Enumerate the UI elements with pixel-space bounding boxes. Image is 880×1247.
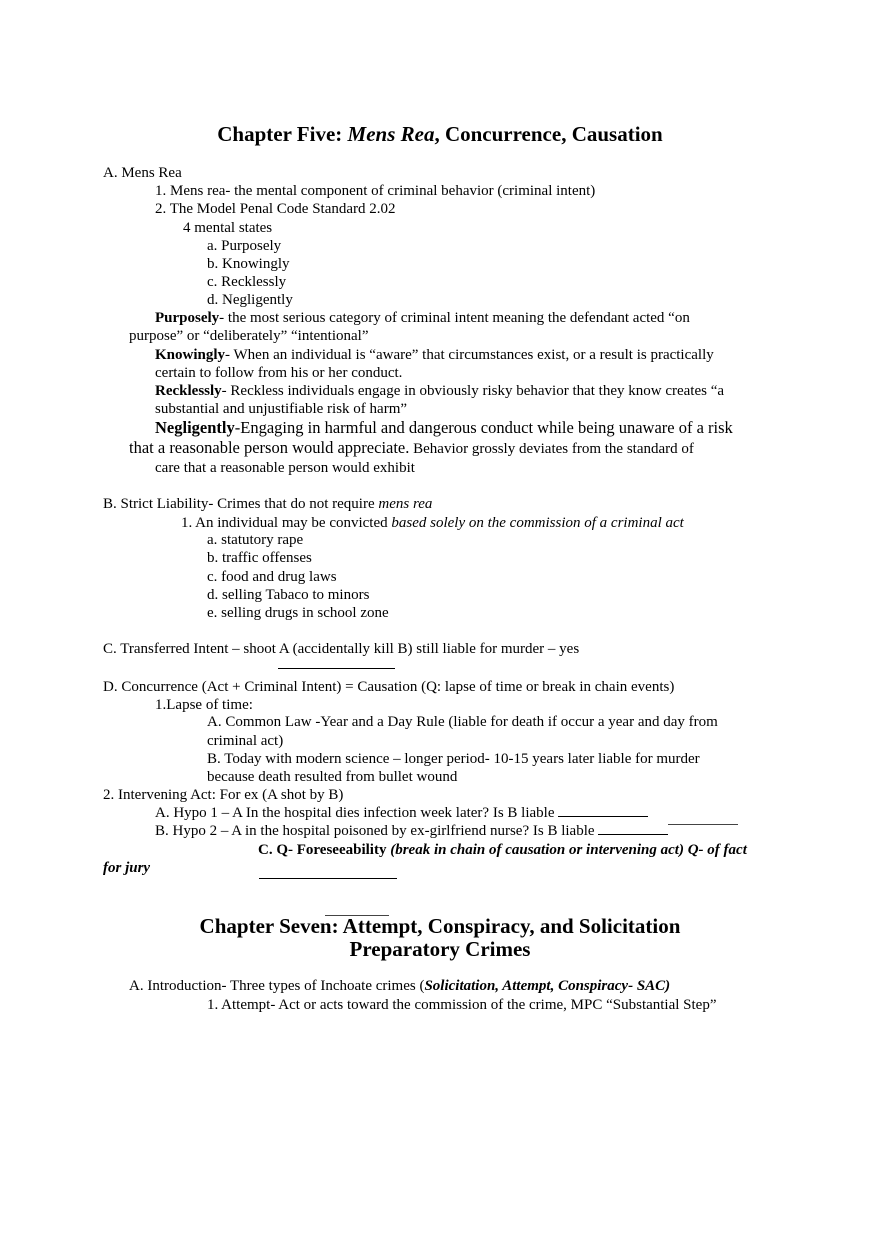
divider-line [278, 668, 395, 669]
purposely-definition-cont: purpose” or “deliberately” “intentional” [129, 328, 369, 344]
section-c-transferred-intent: C. Transferred Intent – shoot A (accidentally kill B) still liable for murder – yes [103, 641, 580, 657]
mental-states-label: 4 mental states [183, 220, 273, 236]
lapse-of-time: 1.Lapse of time: [155, 697, 253, 713]
chapter-seven-title: Chapter Seven: Attempt, Conspiracy, and Solicitation [199, 914, 681, 938]
mental-state-item: d. Negligently [207, 292, 293, 308]
section-d-heading: D. Concurrence (Act + Criminal Intent) = Causation (Q: lapse of time or break in chain events) [103, 679, 675, 695]
section-a-heading: A. Mens Rea [103, 165, 182, 181]
purposely-definition: Purposely- the most serious category of criminal intent meaning the defendant acted “on [155, 310, 690, 326]
chapter-seven-subtitle: Preparatory Crimes [349, 937, 531, 961]
foreseeability-cont: for jury [103, 860, 151, 876]
hypo-1: A. Hypo 1 – A In the hospital dies infection week later? Is B liable [155, 804, 648, 822]
section-b-item-1: 1. An individual may be convicted based solely on the commission of a criminal act [181, 515, 684, 531]
section-b-heading: B. Strict Liability- Crimes that do not require mens rea [103, 496, 433, 512]
chapter-five-title: Chapter Five: Mens Rea, Concurrence, Causation [217, 122, 663, 146]
negligently-definition-cont: that a reasonable person would appreciate. Behavior grossly deviates from the standard of [129, 438, 694, 457]
lapse-b: B. Today with modern science – longer period- 10-15 years later liable for murder [207, 751, 700, 767]
foreseeability: C. Q- Foreseeability (break in chain of causation or intervening act) Q- of fact [258, 842, 747, 858]
divider-line [259, 878, 397, 879]
strict-liability-example: c. food and drug laws [207, 569, 337, 585]
answer-blank [558, 804, 648, 817]
chapter-seven-intro: A. Introduction- Three types of Inchoate crimes (Solicitation, Attempt, Conspiracy- SAC) [129, 978, 671, 994]
answer-blank [598, 822, 668, 835]
mental-state-item: b. Knowingly [207, 256, 290, 272]
recklessly-definition-cont: substantial and unjustifiable risk of harm” [155, 401, 408, 417]
lapse-b-cont: because death resulted from bullet wound [207, 769, 458, 785]
negligently-definition: Negligently-Engaging in harmful and dangerous conduct while being unaware of a risk [155, 418, 733, 437]
strict-liability-example: d. selling Tabaco to minors [207, 587, 370, 603]
knowingly-definition: Knowingly- When an individual is “aware” that circumstances exist, or a result is practically [155, 347, 714, 363]
negligently-definition-end: care that a reasonable person would exhibit [155, 460, 415, 476]
recklessly-definition: Recklessly- Reckless individuals engage in obviously risky behavior that they know creates “a [155, 383, 725, 399]
lapse-a: A. Common Law -Year and a Day Rule (liable for death if occur a year and day from [207, 714, 718, 730]
hypo-2: B. Hypo 2 – A in the hospital poisoned by ex-girlfriend nurse? Is B liable [155, 822, 668, 840]
attempt-definition: 1. Attempt- Act or acts toward the commission of the crime, MPC “Substantial Step” [207, 997, 717, 1013]
strict-liability-example: a. statutory rape [207, 532, 304, 548]
strict-liability-example: b. traffic offenses [207, 550, 312, 566]
intervening-act: 2. Intervening Act: For ex (A shot by B) [103, 787, 344, 803]
mental-state-item: c. Recklessly [207, 274, 287, 290]
mental-state-item: a. Purposely [207, 238, 282, 254]
section-a-item-1: 1. Mens rea- the mental component of criminal behavior (criminal intent) [155, 183, 596, 199]
section-a-item-2: 2. The Model Penal Code Standard 2.02 [155, 201, 396, 217]
knowingly-definition-cont: certain to follow from his or her conduct. [155, 365, 403, 381]
lapse-a-cont: criminal act) [207, 733, 284, 749]
strict-liability-example: e. selling drugs in school zone [207, 605, 389, 621]
answer-blank-extension [668, 824, 738, 825]
